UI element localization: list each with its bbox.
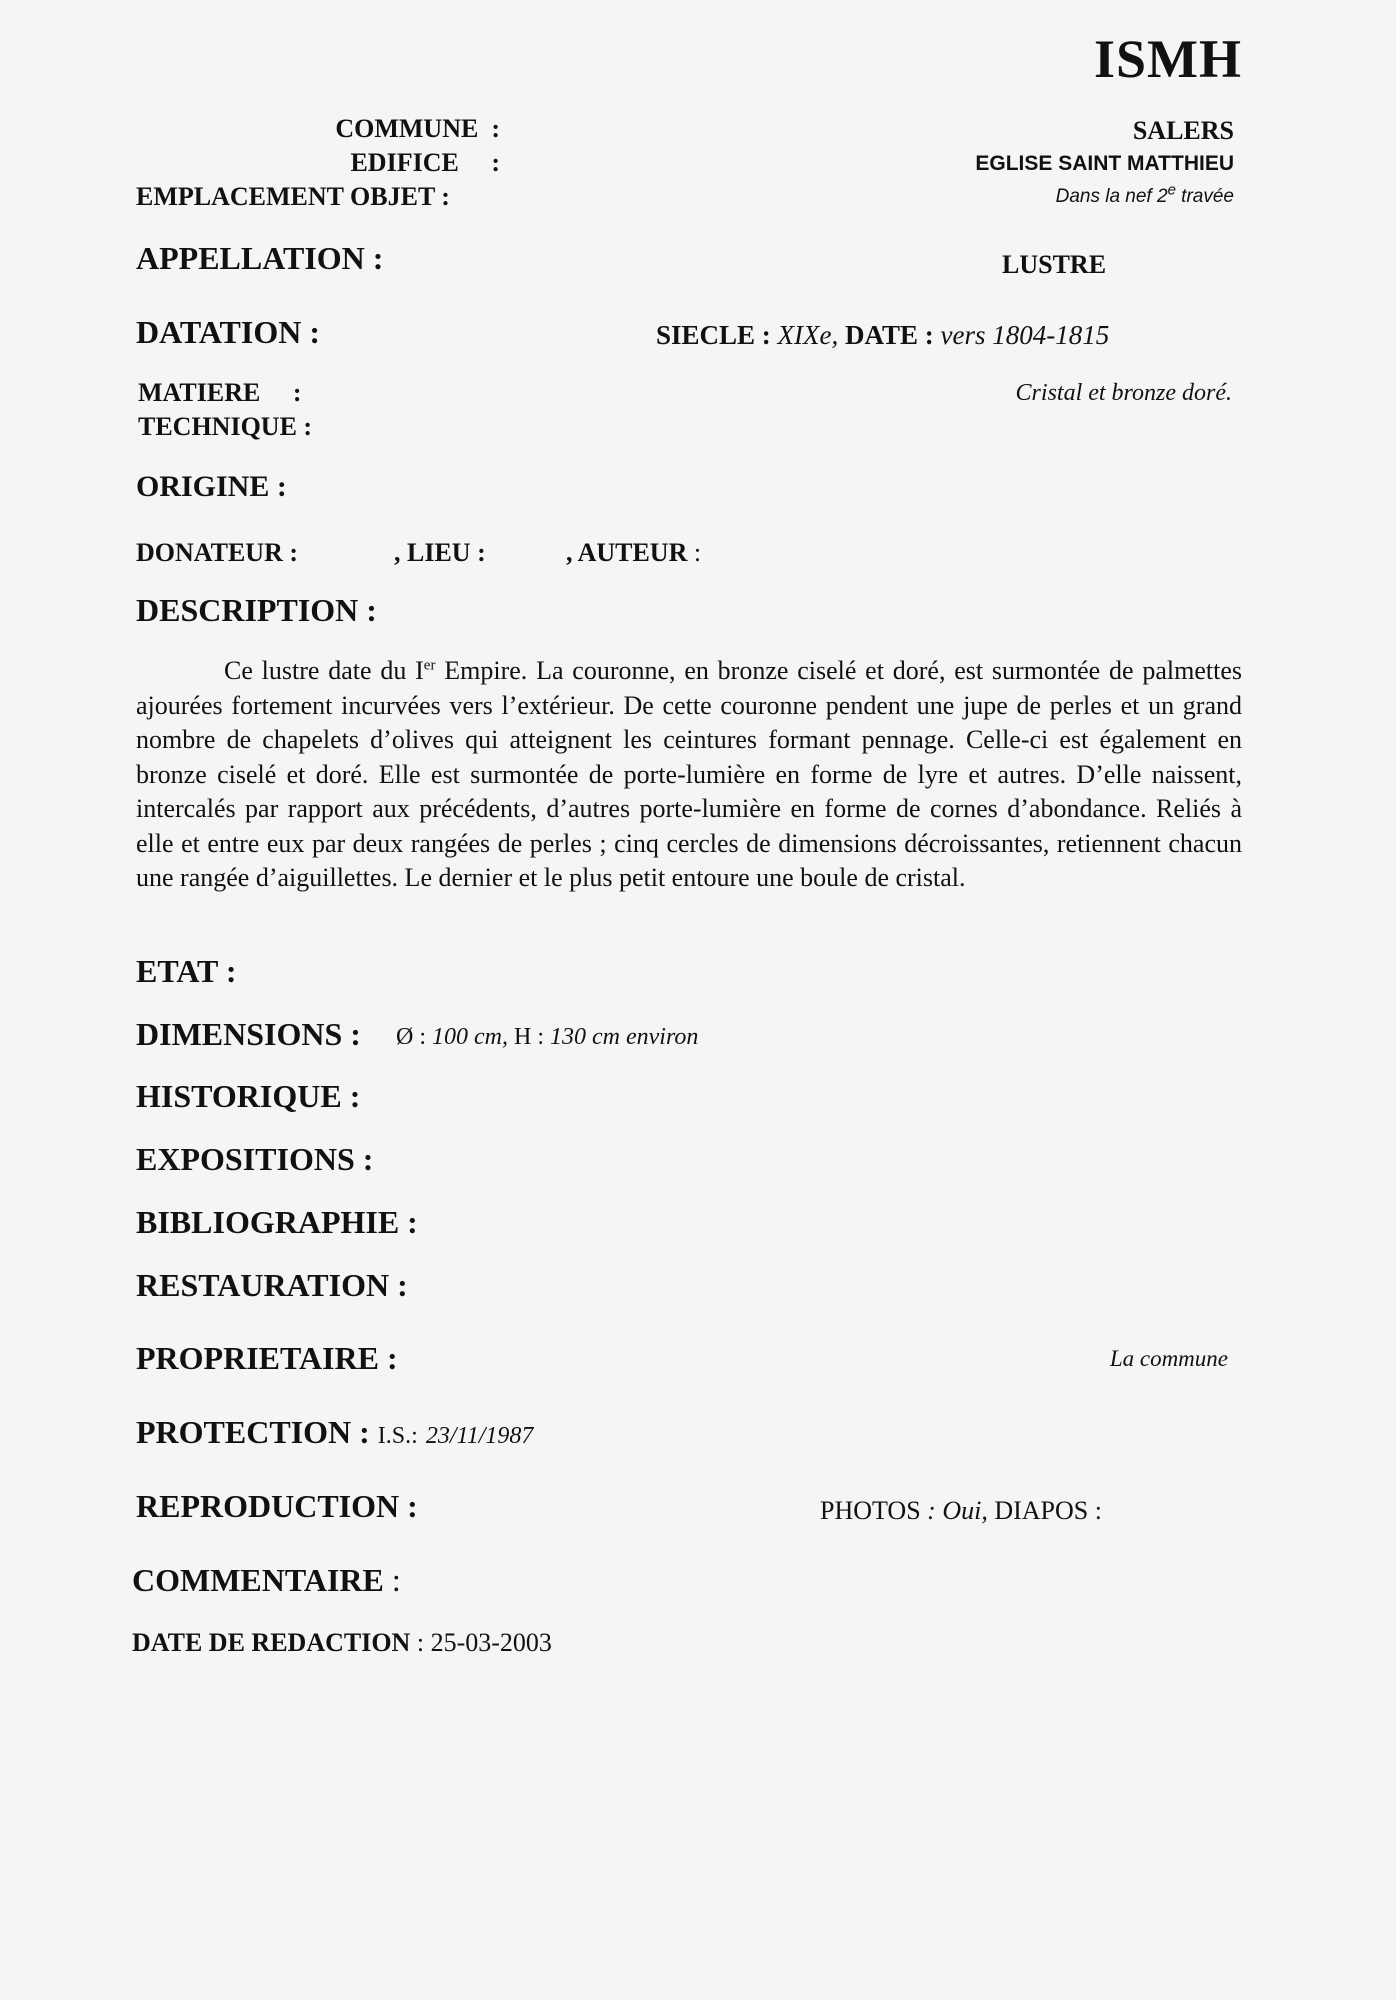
photos-line: PHOTOS : Oui, DIAPOS : [820, 1496, 1102, 1525]
emplacement-value: Dans la nef 2e travée [1055, 181, 1234, 207]
datation-label: DATATION : [136, 314, 320, 350]
appellation-label: APPELLATION : [136, 240, 384, 276]
emplacement-label: EMPLACEMENT OBJET : [136, 182, 450, 211]
dimensions-label: DIMENSIONS : [136, 1016, 361, 1052]
datation-value: SIECLE : XIXe, DATE : vers 1804-1815 [656, 320, 1110, 350]
auteur-label: , AUTEUR : [566, 538, 702, 567]
commentaire-label: COMMENTAIRE : [132, 1562, 401, 1598]
historique-label: HISTORIQUE : [136, 1078, 361, 1114]
description-label: DESCRIPTION : [136, 592, 377, 628]
expositions-label: EXPOSITIONS : [136, 1141, 374, 1177]
dimensions-value: Ø : 100 cm, H : 130 cm environ [396, 1024, 699, 1050]
proprietaire-value: La commune [1109, 1346, 1228, 1371]
commune-label: COMMUNE : [335, 114, 500, 143]
donateur-label: DONATEUR : [136, 538, 299, 567]
matiere-label: MATIERE : [138, 378, 302, 407]
etat-label: ETAT : [136, 953, 237, 989]
reproduction-label: REPRODUCTION : [136, 1488, 418, 1524]
proprietaire-label: PROPRIETAIRE : [136, 1340, 398, 1376]
document-stamp: ISMH [1093, 29, 1242, 89]
date-redaction: DATE DE REDACTION : 25-03-2003 [132, 1628, 552, 1657]
origine-label: ORIGINE : [136, 470, 287, 503]
description-paragraph: Ce lustre date du Ier Empire. La couronne, en bronze ciselé et doré, est surmontée de palmettes ajourées fortement incurvées vers l’extérieur. De cette couronne pendent une jupe de perles et un grand nombre de chapelets d’olives qui atteignent les ceintures formant pennage. Celle-ci est également en bronze ciselé et doré. Elle est surmontée de porte-lumière en forme de lyre et autres. D’elle naissent, intercalés par rapport aux précédents, d’autres porte-lumière en forme de cornes d’abondance. Reliés à elle et entre eux par deux rangées de perles ; cinq cercles de dimensions décroissantes, retiennent chacun une rangée d’aiguillettes. Le dernier et le plus petit entoure une boule de cristal. [136, 656, 1242, 892]
edifice-label: EDIFICE : [350, 148, 500, 177]
bibliographie-label: BIBLIOGRAPHIE : [136, 1204, 418, 1240]
appellation-value: LUSTRE [1002, 250, 1107, 279]
edifice-value: EGLISE SAINT MATTHIEU [975, 152, 1234, 175]
technique-label: TECHNIQUE : [138, 412, 313, 441]
restauration-label: RESTAURATION : [136, 1267, 408, 1303]
matiere-value: Cristal et bronze doré. [1015, 380, 1232, 406]
description-body [136, 654, 1242, 896]
protection-label: PROTECTION : I.S.: 23/11/1987 [136, 1414, 534, 1450]
lieu-label: , LIEU : [394, 538, 486, 567]
commune-value: SALERS [1132, 116, 1234, 145]
